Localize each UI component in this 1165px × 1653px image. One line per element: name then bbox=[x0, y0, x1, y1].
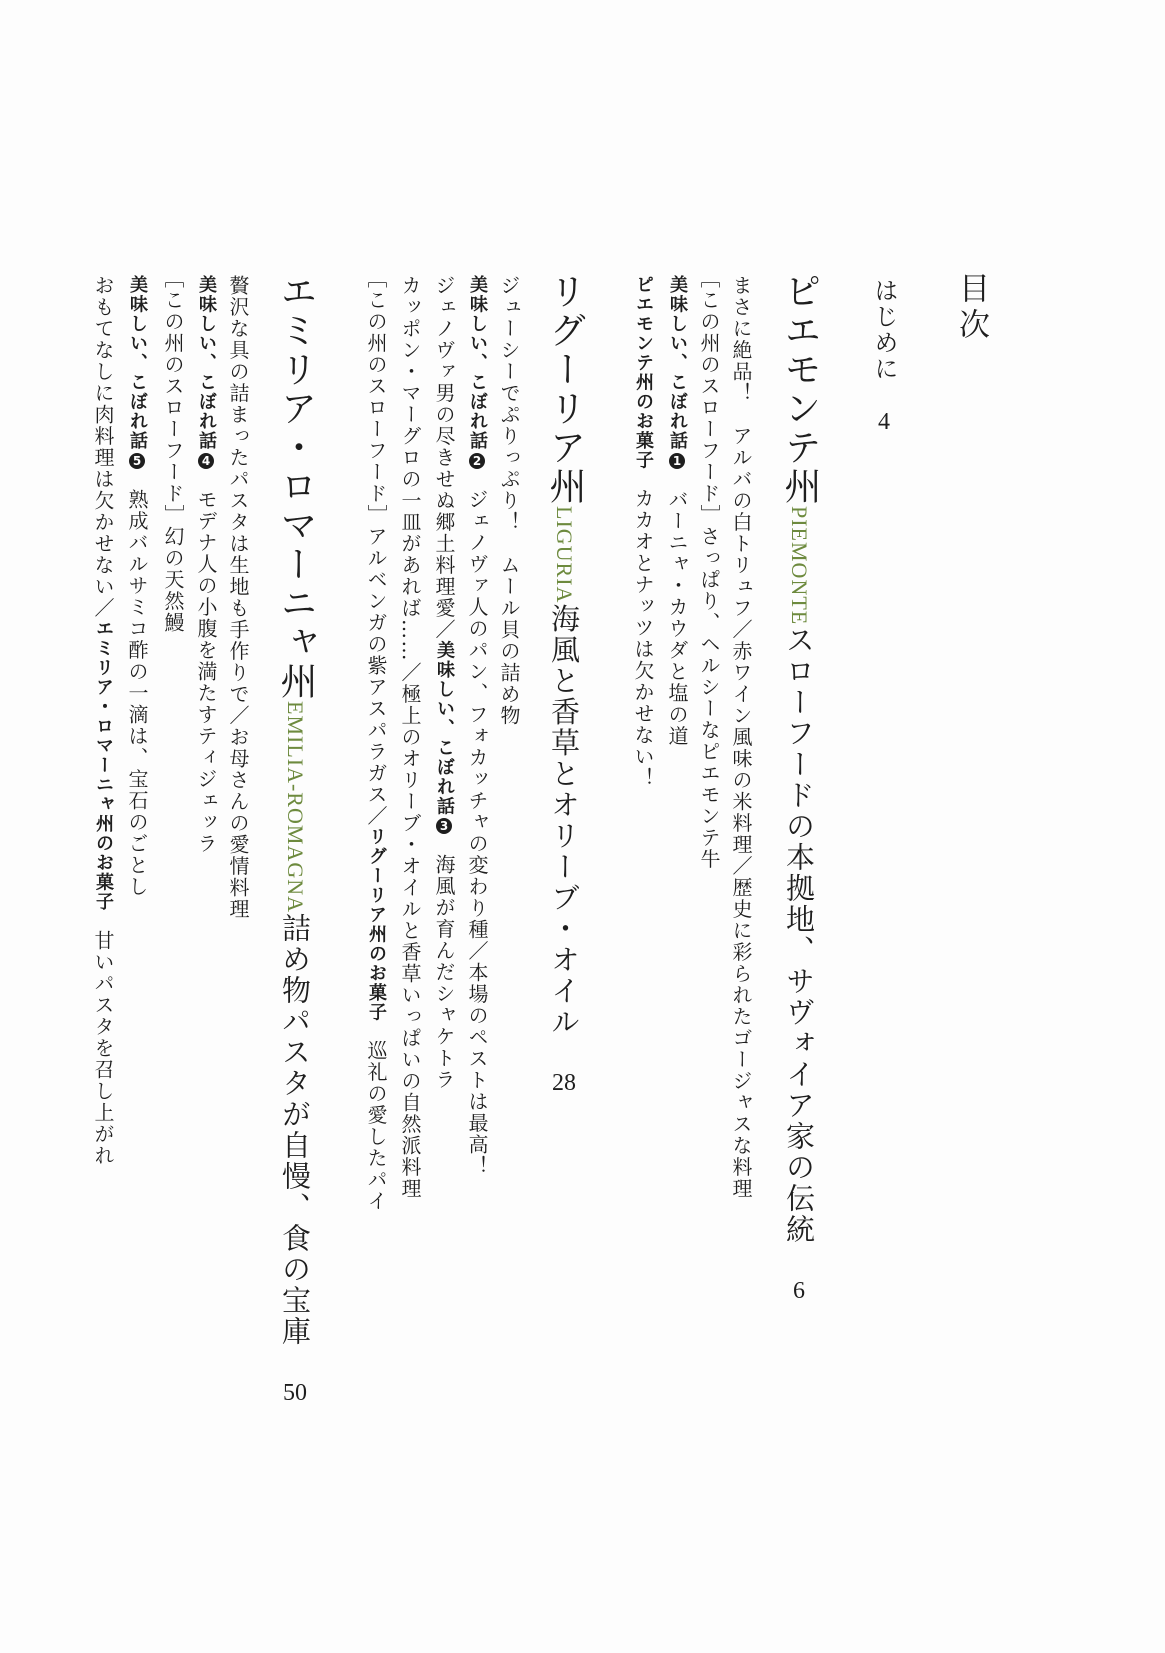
toc-item bbox=[467, 275, 487, 1177]
toc-item-text: 海風が育んだシャケトラ bbox=[432, 854, 456, 1091]
toc-item: ［この州のスローフード］幻の天然鰻 bbox=[161, 268, 185, 634]
chapter-subtitle: 海風と香草とオリーブ・オイル bbox=[547, 603, 581, 1038]
anecdote-number-badge: 1 bbox=[669, 453, 685, 469]
anecdote-label: 美味しい、こぼれ話 bbox=[434, 640, 455, 816]
anecdote-number-badge: 4 bbox=[198, 453, 214, 469]
chapter-liguria-heading[interactable] bbox=[543, 272, 586, 1096]
toc-item-text: おもてなしに肉料理は欠かせない／ bbox=[91, 275, 115, 619]
toc-item bbox=[667, 275, 687, 747]
toc-item: 贅沢な具の詰まったパスタは生地も手作りで／お母さんの愛情料理 bbox=[226, 275, 250, 920]
chapter-page: 50 bbox=[283, 1380, 307, 1405]
sweets-label: エミリア・ロマーニャ州のお菓子 bbox=[93, 619, 114, 912]
chapter-title: リグーリア州 bbox=[543, 272, 586, 506]
chapter-page: 6 bbox=[793, 1279, 805, 1304]
chapter-subtitle: 詰め物パスタが自慢、食の宝庫 bbox=[278, 912, 312, 1347]
toc-item: まさに絶品！ アルバの白トリュフ／赤ワイン風味の米料理／歴史に彩られたゴージャスな料理 bbox=[729, 275, 753, 1200]
toc-item-text: ［この州のスローフード］アルベンガの紫アスパラガス／ bbox=[364, 268, 388, 827]
toc-title: 目次 bbox=[953, 272, 989, 344]
toc-item: ジューシーでぷりっぷり！ ムール貝の詰め物 bbox=[497, 275, 521, 727]
toc-item bbox=[93, 275, 113, 1166]
toc-item-text: ジェノヴァ男の尽きせぬ郷土料理愛／ bbox=[432, 275, 456, 641]
chapter-en-title: LIGURIA bbox=[552, 506, 577, 604]
toc-item bbox=[434, 275, 454, 1091]
toc-item bbox=[196, 275, 216, 854]
intro-label: はじめに bbox=[870, 278, 898, 382]
anecdote-number-badge: 5 bbox=[129, 453, 145, 469]
toc-item bbox=[127, 275, 147, 897]
anecdote-number-badge: 2 bbox=[469, 453, 485, 469]
toc-item-text: バーニャ・カウダと塩の道 bbox=[665, 488, 689, 747]
chapter-en-title: PIEMONTE bbox=[787, 506, 812, 626]
sweets-label: リグーリア州のお菓子 bbox=[366, 827, 387, 1022]
anecdote-number-badge: 3 bbox=[436, 818, 452, 834]
chapter-emilia-romagna-heading[interactable] bbox=[274, 272, 317, 1405]
toc-item-text: カカオとナッツは欠かせない！ bbox=[631, 488, 655, 789]
toc-item: カッポン・マーグロの一皿があれば……／極上のオリーブ・オイルと香草いっぱいの自然派料理 bbox=[398, 275, 422, 1200]
sweets-label: ピエモンテ州のお菓子 bbox=[633, 275, 654, 470]
toc-item-text: ジェノヴァ人のパン、フォカッチャの変わり種／本場のペストは最高！ bbox=[465, 488, 489, 1177]
toc-item bbox=[633, 275, 653, 789]
anecdote-label: 美味しい、こぼれ話 bbox=[467, 275, 488, 451]
anecdote-label: 美味しい、こぼれ話 bbox=[127, 275, 148, 451]
chapter-en-title: EMILIA-ROMAGNA bbox=[283, 701, 308, 913]
toc-item-text: 巡礼の愛したパイ bbox=[364, 1040, 388, 1212]
chapter-subtitle: スローフードの本拠地、サヴォイア家の伝統 bbox=[782, 625, 816, 1246]
chapter-page: 28 bbox=[552, 1071, 576, 1096]
anecdote-label: 美味しい、こぼれ話 bbox=[667, 275, 688, 451]
anecdote-label: 美味しい、こぼれ話 bbox=[196, 275, 217, 451]
chapter-title: エミリア・ロマーニャ州 bbox=[274, 272, 317, 701]
intro-page: 4 bbox=[878, 410, 890, 434]
chapter-piemonte-heading[interactable] bbox=[778, 272, 821, 1304]
toc-item-text: 甘いパスタを召し上がれ bbox=[91, 929, 115, 1166]
toc-item-text: モデナ人の小腹を満たすティジェッラ bbox=[194, 488, 218, 854]
chapter-title: ピエモンテ州 bbox=[778, 272, 821, 506]
toc-item: ［この州のスローフード］さっぱり、ヘルシーなピエモンテ牛 bbox=[697, 268, 721, 870]
toc-item bbox=[366, 268, 386, 1212]
toc-item-text: 熟成バルサミコ酢の一滴は、宝石のごとし bbox=[125, 488, 149, 897]
intro-entry[interactable] bbox=[872, 278, 896, 434]
